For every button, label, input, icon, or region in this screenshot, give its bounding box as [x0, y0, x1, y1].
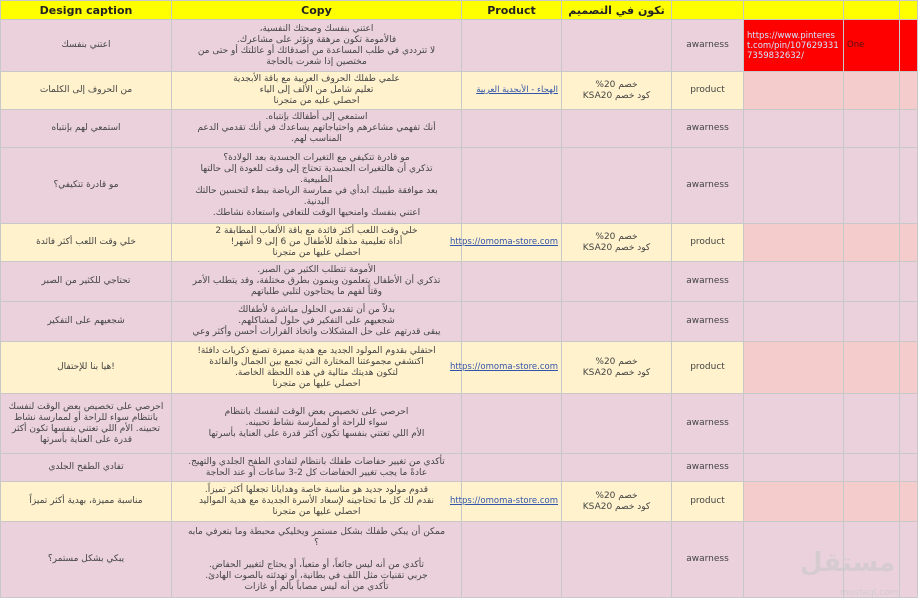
header-in-design[interactable]: تكون في التصميم: [562, 1, 672, 20]
post-type-cell[interactable]: product: [672, 72, 744, 110]
caption-cell[interactable]: هيا بنا للإحتفال!: [1, 342, 172, 394]
caption-cell[interactable]: شجعيهم على التفكير: [1, 302, 172, 342]
product-cell[interactable]: [462, 522, 562, 598]
reference-cell[interactable]: [744, 20, 844, 72]
design-offer-cell[interactable]: خصم 20% كود خصم KSA20: [562, 224, 672, 262]
header-product[interactable]: Product: [462, 1, 562, 20]
design-offer-cell[interactable]: [562, 302, 672, 342]
design-offer-cell[interactable]: خصم 20% كود خصم KSA20: [562, 482, 672, 522]
product-cell[interactable]: [449, 482, 562, 522]
reference-cell[interactable]: [744, 262, 844, 302]
format-cell[interactable]: [844, 224, 900, 262]
table-row: [1, 454, 918, 482]
table-row: [1, 262, 918, 302]
header-format[interactable]: [844, 1, 900, 20]
extra-cell[interactable]: [900, 454, 918, 482]
product-link[interactable]: الهجاء - الأبجدية العربية: [476, 85, 558, 95]
caption-cell[interactable]: مناسبة مميزة، بهدية أكثر تميزاً: [1, 482, 172, 522]
format-cell[interactable]: [844, 110, 900, 148]
product-link[interactable]: https://omoma-store.com: [449, 362, 558, 372]
caption-cell[interactable]: تحتاجي للكثير من الصبر: [1, 262, 172, 302]
table-row: [1, 224, 918, 262]
caption-cell[interactable]: مو قادرة تتكيفي؟: [1, 148, 172, 224]
format-cell[interactable]: [844, 342, 900, 394]
caption-cell[interactable]: خلي وقت اللعب أكثر فائدة: [1, 224, 172, 262]
reference-cell[interactable]: [744, 342, 844, 394]
format-cell[interactable]: One: [844, 20, 900, 72]
copy-cell[interactable]: ممكن أن يبكي طفلك بشكل مستمر ويخليكي محبطة وما بتعرفي مابه ؟ تأكدي من أنه ليس جائعاً، أو متعباً، أو يحتاج لتغيير الحفاض. جربي تقنيات مثل اللف في بطانية، أو تهدئته بالصوت الهادئ. تأكدي من أنه ليس مصاباً بألم أو غازات: [172, 522, 462, 598]
caption-cell[interactable]: اعتني بنفسك: [1, 20, 172, 72]
product-cell[interactable]: [449, 224, 562, 262]
post-type-cell[interactable]: awarness: [672, 302, 744, 342]
post-type-cell[interactable]: awarness: [672, 110, 744, 148]
copy-cell[interactable]: استمعي إلى أطفالك بإنتباه. أنك تفهمي مشاعرهم واحتياجاتهم يساعدك في أنك تقدمي الدعم المناسب لهم.: [172, 110, 462, 148]
design-offer-cell[interactable]: [562, 110, 672, 148]
post-type-cell[interactable]: awarness: [672, 522, 744, 598]
table-row: [1, 522, 918, 598]
post-type-cell[interactable]: awarness: [672, 394, 744, 454]
table-row: [1, 302, 918, 342]
reference-cell[interactable]: [744, 224, 844, 262]
product-cell[interactable]: [462, 262, 562, 302]
copy-cell[interactable]: خلي وقت اللعب أكثر فائدة مع باقة الألعاب المطابقة 2 أداة تعليمية مذهلة للأطفال من 6 إلى 9 أشهر! احصلي عليها من متجرنا: [172, 224, 462, 262]
copy-cell[interactable]: احتفلي بقدوم المولود الجديد مع هدية مميزة تصنع ذكريات دافئة! اكتشفي مجموعتنا المختارة التي تجمع بين الجمال والفائدة لتكون هديتك مثالية في هذه اللحظة الخاصة. احصلي عليها من متجرنا: [172, 342, 462, 394]
product-link[interactable]: https://omoma-store.com: [449, 496, 558, 506]
reference-cell[interactable]: [744, 454, 844, 482]
extra-cell[interactable]: [900, 394, 918, 454]
copy-cell[interactable]: تأكدي من تغيير حفاضات طفلك بانتظام لتفادي الطفح الجلدي والتهيج. عادةً ما يجب تغيير الحفاضات كل 2-3 ساعات أو عند الحاجة: [172, 454, 462, 482]
design-offer-cell[interactable]: خصم 20% كود خصم KSA20: [562, 342, 672, 394]
extra-cell[interactable]: [900, 342, 918, 394]
product-cell[interactable]: [462, 110, 562, 148]
design-offer-cell[interactable]: [562, 20, 672, 72]
design-offer-cell[interactable]: خصم 20% كود خصم KSA20: [562, 72, 672, 110]
post-type-cell[interactable]: awarness: [672, 262, 744, 302]
reference-cell[interactable]: [744, 148, 844, 224]
product-cell[interactable]: [449, 342, 562, 394]
reference-cell[interactable]: [744, 394, 844, 454]
format-cell[interactable]: [844, 454, 900, 482]
post-type-cell[interactable]: product: [672, 342, 744, 394]
product-cell[interactable]: [462, 394, 562, 454]
header-copy[interactable]: Copy: [172, 1, 462, 20]
format-cell[interactable]: [844, 72, 900, 110]
table-row: [1, 148, 918, 224]
reference-cell[interactable]: [744, 72, 844, 110]
copy-cell[interactable]: احرصي على تخصيص بعض الوقت لنفسك بانتظام سواء للراحة أو لممارسة نشاط تحبينه. الأم اللي تعتني بنفسها تكون أكثر قدرة على العناية بأسرتها: [172, 394, 462, 454]
format-cell[interactable]: [844, 302, 900, 342]
header-reference[interactable]: [744, 1, 844, 20]
table-row: [1, 110, 918, 148]
reference-cell[interactable]: [744, 302, 844, 342]
design-offer-cell[interactable]: [562, 148, 672, 224]
format-cell[interactable]: [844, 148, 900, 224]
product-cell[interactable]: [462, 454, 562, 482]
table-row: [1, 20, 918, 72]
table-row: [1, 482, 918, 522]
pinterest-link[interactable]: https://www.pinterest.com/pin/1076293317359832632/: [747, 30, 839, 61]
header-extra[interactable]: [900, 1, 918, 20]
copy-cell[interactable]: مو قادرة تتكيفي مع التغيرات الجسدية بعد الولادة؟ تذكري أن هالتغيرات الجسدية تحتاج إلى وقت للعودة إلى حالتها الطبيعية. بعد موافقة طبيبك ابدأي في ممارسة الرياضة ببطء لتحسين حالتك البدنية. اعتني بنفسك وامنحيها الوقت للتعافي واستعادة نشاطك.: [172, 148, 462, 224]
table-row: [1, 342, 918, 394]
copy-cell[interactable]: الأمومة تتطلب الكثير من الصبر. تذكري أن الأطفال يتعلمون وينمون بطرق مختلفة، وقد يتطلب الأمر وقتاً لفهم ما يحتاجون لتلبي طلباتهم: [172, 262, 462, 302]
mostaql-watermark: مستقل: [800, 548, 896, 578]
extra-cell[interactable]: [900, 20, 918, 72]
product-link[interactable]: https://omoma-store.com: [449, 237, 558, 247]
format-cell[interactable]: [844, 394, 900, 454]
header-type[interactable]: [672, 1, 744, 20]
copy-cell[interactable]: قدوم مولود جديد هو مناسبة خاصة وهدايانا تجعلها أكثر تميزاً. نقدم لك كل ما تحتاجينه لإسعاد الأسرة الجديدة مع هدية المواليد احصلي عليها من متجرنا: [172, 482, 462, 522]
product-cell[interactable]: [462, 302, 562, 342]
extra-cell[interactable]: [900, 302, 918, 342]
header-design-caption[interactable]: Design caption: [1, 1, 172, 20]
caption-cell[interactable]: يبكي بشكل مستمر؟: [1, 522, 172, 598]
format-cell[interactable]: [844, 482, 900, 522]
copy-cell[interactable]: بدلاً من أن تقدمي الحلول مباشرة لأطفالك شجعيهم على التفكير في حلول لمشاكلهم. يبقى قدرتهم على حل المشكلات واتخاذ القرارات أحسن وأكثر وعي: [172, 302, 462, 342]
mostaql-watermark-url: mostaql.com: [840, 588, 899, 598]
post-type-cell[interactable]: awarness: [672, 148, 744, 224]
copy-cell[interactable]: اعتني بنفسك وصحتك النفسية، فالأمومة تكون مرهقة وتؤثر على مشاعرك. لا تترددي في طلب المساعدة من أصدقائك أو عائلتك أو حتى من مختصين إذا شعرت بالحاجة: [172, 20, 462, 72]
header-row: [1, 1, 918, 20]
copy-cell[interactable]: علمي طفلك الحروف العربية مع باقة الأبجدية تعليم شامل من الألف إلى الياء احصلي عليه من متجرنا: [172, 72, 462, 110]
post-type-cell[interactable]: awarness: [672, 20, 744, 72]
extra-cell[interactable]: [900, 72, 918, 110]
extra-cell[interactable]: [900, 262, 918, 302]
design-offer-cell[interactable]: [562, 394, 672, 454]
table-row: [1, 394, 918, 454]
caption-cell[interactable]: احرصي على تخصيص بعض الوقت لنفسك بانتظام سواء للراحة أو لممارسة نشاط تحبينه. الأم اللي تعتني بنفسها تكون أكثر قدرة على العناية بأسرتها: [1, 394, 172, 454]
extra-cell[interactable]: [900, 110, 918, 148]
design-offer-cell[interactable]: [562, 262, 672, 302]
post-type-cell[interactable]: awarness: [672, 454, 744, 482]
caption-cell[interactable]: استمعي لهم بإنتباه: [1, 110, 172, 148]
design-offer-cell[interactable]: [562, 454, 672, 482]
product-cell[interactable]: [462, 72, 562, 110]
extra-cell[interactable]: [900, 148, 918, 224]
extra-cell[interactable]: [900, 224, 918, 262]
reference-cell[interactable]: [744, 482, 844, 522]
table-row: [1, 72, 918, 110]
caption-cell[interactable]: تفادي الطفح الجلدي: [1, 454, 172, 482]
post-type-cell[interactable]: product: [672, 482, 744, 522]
reference-cell[interactable]: [744, 110, 844, 148]
extra-cell[interactable]: [900, 482, 918, 522]
format-cell[interactable]: [844, 262, 900, 302]
product-cell[interactable]: [462, 20, 562, 72]
caption-cell[interactable]: من الحروف إلى الكلمات: [1, 72, 172, 110]
product-cell[interactable]: [462, 148, 562, 224]
design-offer-cell[interactable]: [562, 522, 672, 598]
post-type-cell[interactable]: product: [672, 224, 744, 262]
extra-cell[interactable]: [900, 522, 918, 598]
